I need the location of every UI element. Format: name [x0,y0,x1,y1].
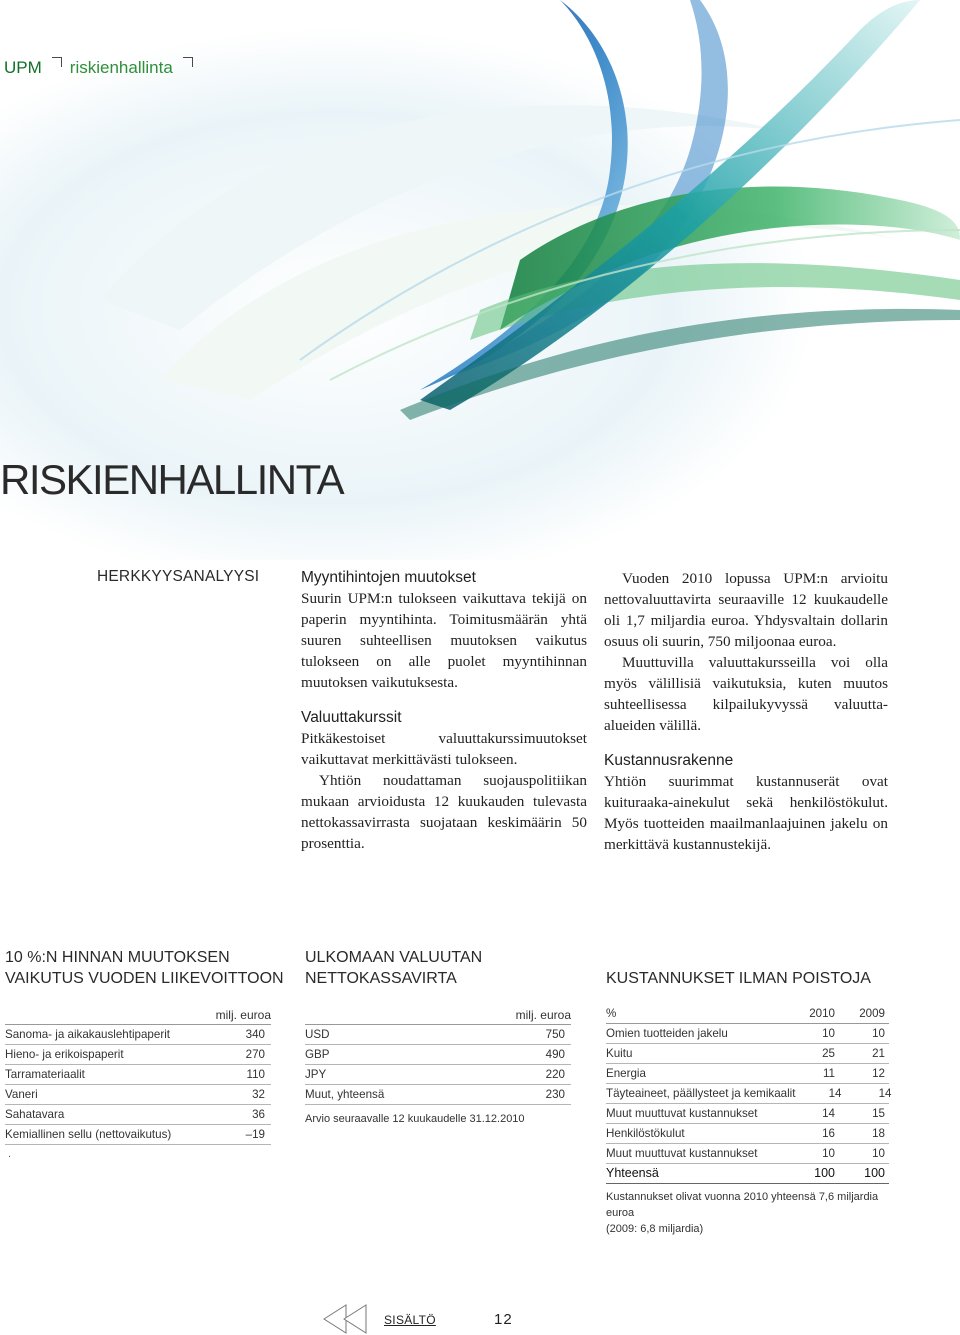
table-row [5,1025,271,1045]
cell-2009: 10 [872,1027,885,1040]
corner-mark-icon [183,57,193,67]
row-value: 750 [545,1028,565,1041]
table-row [606,1084,892,1104]
table-row [305,1085,571,1105]
cell-2009: 18 [872,1127,885,1140]
row-value: 490 [545,1048,565,1061]
table-row [606,1144,889,1164]
table-title-line: NETTOKASSAVIRTA [305,970,457,987]
currency-cashflow-table [305,1006,571,1105]
paragraph: Yhtiön suurimmat kustannuserät ovat kuituraaka-ainekulut sekä henkilöstökulut. Myös tuotteiden maailmanlaajuinen jakelu on merkittävä kustannustekijä. [604,773,888,853]
row-label: Energia [606,1067,646,1080]
cell-2009: 10 [872,1147,885,1160]
cell-2010: 16 [822,1127,835,1140]
row-label: Henkilöstökulut [606,1127,685,1140]
section-label: riskienhallinta [69,58,173,77]
row-label: Muut, yhteensä [305,1088,385,1101]
table-title-line: ULKOMAAN VALUUTAN [305,949,483,966]
cell-2010: 25 [822,1047,835,1060]
note-line: (2009: 6,8 miljardia) [606,1223,704,1235]
table-title [305,947,482,989]
table-row [5,1065,271,1085]
text-column-middle [301,567,587,854]
table-note [606,1189,896,1237]
cell-2010: 10 [822,1147,835,1160]
text-column-right [604,568,888,855]
header-cell: % [606,1007,617,1020]
table-header-row [606,1004,889,1024]
table-row [305,1025,571,1045]
table-row [5,1045,271,1065]
table-row [5,1105,271,1125]
table-row [305,1065,571,1085]
row-value: –19 [245,1128,265,1141]
unit-label: milj. euroa [305,1006,571,1025]
row-label: Kuitu [606,1047,633,1060]
cell-2009: 15 [872,1107,885,1120]
table-row [606,1104,889,1124]
table-row [606,1064,889,1084]
cell-2010: 14 [828,1087,842,1100]
subheading: Kustannusrakenne [604,752,734,769]
table-row [5,1125,271,1145]
note-line: Kustannukset olivat vuonna 2010 yhteensä 7,6 miljardia euroa [606,1191,879,1219]
row-value: 340 [245,1028,265,1041]
cell-2010: 11 [822,1067,835,1080]
cell-2010: 100 [814,1166,835,1180]
row-label: GBP [305,1048,330,1061]
subheading: Myyntihintojen muutokset [301,569,476,586]
table-row [5,1085,271,1105]
table-total-row [606,1164,889,1184]
page-number: 12 [494,1311,513,1328]
cell-2009: 12 [872,1067,885,1080]
header-cell: 2010 [809,1007,835,1020]
cost-structure-table [606,1004,892,1184]
row-label: Hieno- ja erikoispaperit [5,1048,124,1061]
brand-label: UPM [4,58,42,77]
row-value: 220 [545,1068,565,1081]
side-heading: HERKKYYSANALYYSI [97,568,260,585]
row-label: Yhteensä [606,1166,659,1180]
unit-label: milj. euroa [5,1006,271,1025]
paragraph: Yhtiön noudattaman suojauspolitiikan mukaan arvioidusta 12 kuukauden tulevasta nettokassavirrasta suojataan keskimäärin 50 prosenttia. [301,772,587,852]
table-row [606,1124,889,1144]
row-label: Tarramateriaalit [5,1068,85,1081]
running-header [4,58,201,78]
table-row [606,1024,889,1044]
table-title: KUSTANNUKSET ILMAN POISTOJA [606,970,871,987]
price-sensitivity-table [5,1006,271,1145]
row-label: Muut muuttuvat kustannukset [606,1107,758,1120]
cell-2010: 14 [822,1107,835,1120]
cell-2010: 10 [822,1027,835,1040]
paragraph: Suurin UPM:n tulokseen vaikuttava tekijä on paperin myyntihinta. Toimitusmäärän yhtä suuren suhteellisen muutoksen vaikutus tulokseen on alle puolet myyntihinnan muutoksen vaikutuksesta. [301,590,587,691]
row-label: Sanoma- ja aikakauslehtipaperit [5,1028,170,1041]
header-cell: 2009 [859,1007,885,1020]
row-value: 36 [252,1108,265,1121]
trailing-mark: . [8,1148,12,1160]
subheading: Valuuttakurssit [301,709,402,726]
row-label: JPY [305,1068,327,1081]
table-row [305,1045,571,1065]
row-label: Omien tuotteiden jakelu [606,1027,728,1040]
cell-2009: 14 [878,1087,892,1100]
page-title: RISKIENHALLINTA [0,456,344,503]
paragraph: Vuoden 2010 lopussa UPM:n arvioitu nettovaluuttavirta seuraaville 12 kuukaudelle oli 1,7 miljardia euroa. Yhdysvaltain dollarin osuus oli suurin, 750 miljoonaa euroa. [604,570,888,650]
row-label: Vaneri [5,1088,38,1101]
table-title [5,947,284,989]
row-label: Täyteaineet, päällysteet ja kemikaalit [606,1087,796,1100]
double-chevron-left-icon[interactable] [322,1303,372,1335]
toc-link[interactable]: SISÄLTÖ [384,1313,436,1327]
table-title-line: VAIKUTUS VUODEN LIIKEVOITTOON [5,970,284,987]
row-value: 110 [246,1068,265,1081]
row-label: Muut muuttuvat kustannukset [606,1147,758,1160]
paragraph: Pitkäkestoiset valuuttakurssimuutokset vaikuttavat merkittävästi tulokseen. [301,730,587,768]
cell-2009: 100 [864,1166,885,1180]
table-note: Arvio seuraavalle 12 kuukaudelle 31.12.2010 [305,1113,525,1125]
corner-mark-icon [52,57,62,67]
row-label: USD [305,1028,330,1041]
cell-2009: 21 [872,1047,885,1060]
row-label: Sahatavara [5,1108,65,1121]
row-label: Kemiallinen sellu (nettovaikutus) [5,1128,172,1141]
row-value: 32 [252,1088,265,1101]
row-value: 230 [545,1088,565,1101]
table-title-line: 10 %:N HINNAN MUUTOKSEN [5,949,230,966]
paragraph: Muuttuvilla valuuttakursseilla voi olla myös välillisiä vaikutuksia, kuten muutos suhteellisessa kilpailukyvyssä valuutta-alueiden välillä. [604,654,888,734]
table-row [606,1044,889,1064]
row-value: 270 [245,1048,265,1061]
